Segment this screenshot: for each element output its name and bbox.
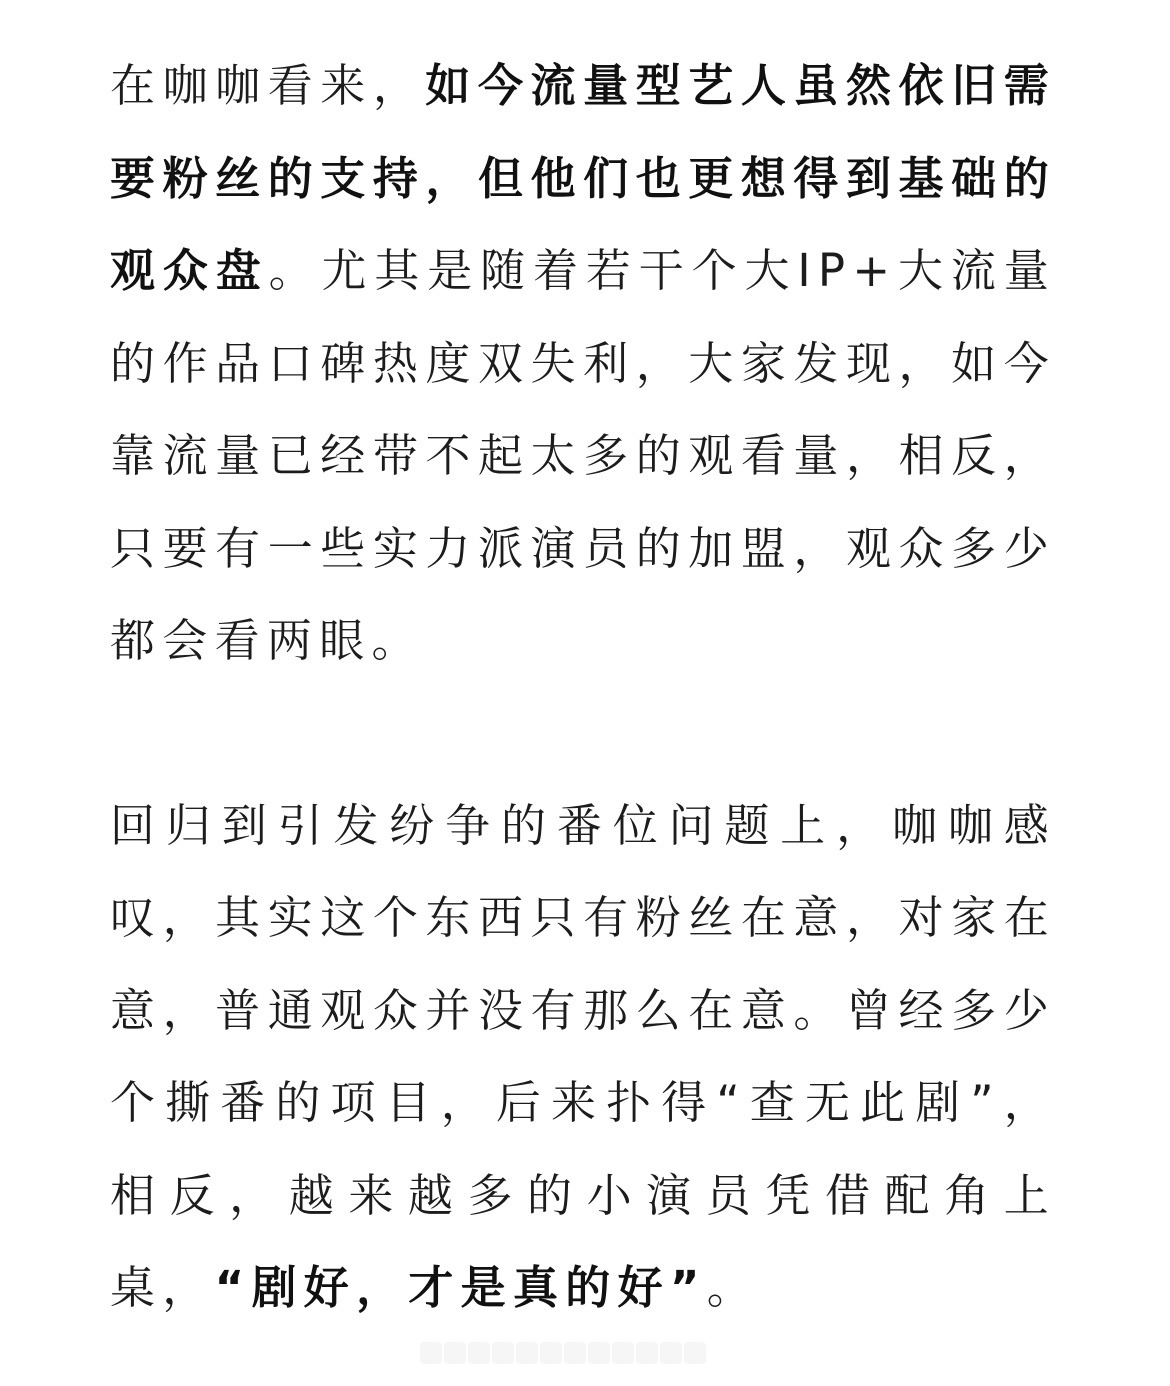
article-body bbox=[110, 40, 1056, 1335]
faint-watermark bbox=[420, 1342, 720, 1372]
paragraph-1-run-3: 。尤其是随着若干个大IP+大流量的作品口碑热度双失利，大家发现，如今靠流量已经带不起太多的观看量，相反，只要有一些实力派演员的加盟，观众多少都会看两眼。 bbox=[110, 244, 1056, 667]
paragraph-1-bold-run: 如今流量型艺人虽然依旧需要粉丝的支持，但他们也更想得到基础的观众盘 bbox=[110, 59, 1056, 297]
paragraph-2-run-1: 回归到引发纷争的番位问题上，咖咖感叹，其实这个东西只有粉丝在意，对家在意，普通观众并没有那么在意。曾经多少个撕番的项目，后来扑得“查无此剧”，相反，越来越多的小演员凭借配角上桌， bbox=[110, 798, 1056, 1314]
paragraph-2-run-3: 。 bbox=[706, 1261, 760, 1314]
paragraph-1-run-1: 在咖咖看来， bbox=[110, 59, 426, 112]
paragraph-2-bold-run: “剧好，才是真的好” bbox=[214, 1261, 707, 1314]
paragraph-1 bbox=[110, 40, 1056, 688]
paragraph-2 bbox=[110, 780, 1056, 1335]
